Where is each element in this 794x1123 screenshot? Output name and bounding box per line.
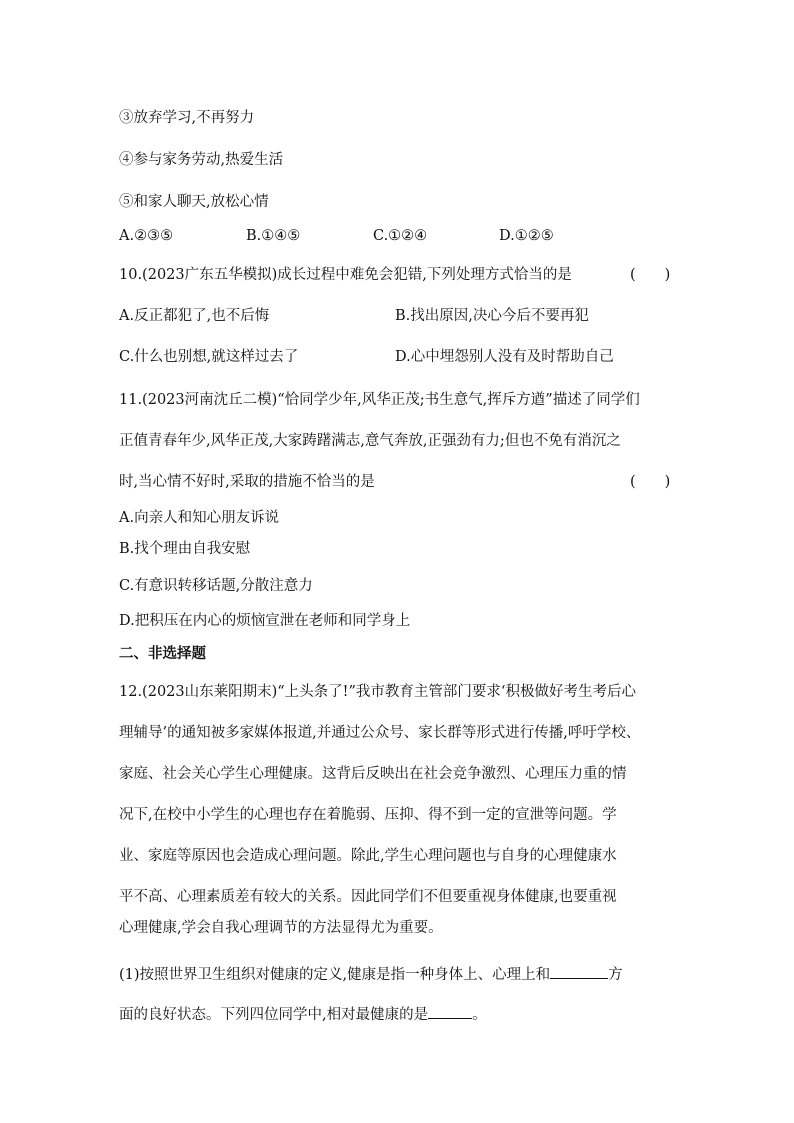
q12-sub1-blank-2[interactable] [428,1002,472,1019]
q12-material-line-1: 12.(2023山东莱阳期末)“上头条了!”我市教育主管部门要求‘积极做好考生考后心 [119,684,637,700]
q11-stem-line-3: 时,当心情不好时,采取的措施不恰当的是 [119,474,375,490]
prev-option-4: ④参与家务劳动,热爱生活 [119,152,284,168]
q9-choice-a: A.②③⑤ [119,228,174,244]
q11-stem-line-1: 11.(2023河南沈丘二模)“恰同学少年,风华正茂;书生意气,挥斥方遒”描述了同学们 [119,392,640,408]
q11-choice-d: D.把积压在内心的烦恼宣泄在老师和同学身上 [119,613,411,629]
section-title: 二、非选择题 [119,646,206,662]
q11-choice-b: B.找个理由自我安慰 [119,541,251,557]
q12-sub1-text-a: (1)按照世界卫生组织对健康的定义,健康是指一种身体上、心理上和 [119,967,551,983]
q9-choice-b: B.①④⑤ [246,228,301,244]
q9-choice-c: C.①②④ [373,228,428,244]
q10-choice-a: A.反正都犯了,也不后悔 [119,308,270,324]
prev-option-3: ③放弃学习,不再努力 [119,110,255,126]
q10-choice-b: B.找出原因,决心今后不要再犯 [395,308,589,324]
q12-material-line-7: 心理健康,学会自我心理调节的方法显得尤为重要。 [119,920,443,936]
prev-option-5: ⑤和家人聊天,放松心情 [119,194,269,210]
q12-material-line-2: 理辅导’的通知被多家媒体报道,并通过公众号、家长群等形式进行传播,呼吁学校、 [119,725,641,741]
q12-sub1-blank-1[interactable] [550,962,608,979]
q12-sub1-line-1 [119,962,623,985]
q10-stem: 10.(2023广东五华模拟)成长过程中难免会犯错,下列处理方式恰当的是 [119,267,572,283]
q11-choice-c: C.有意识转移话题,分散注意力 [119,578,313,594]
q12-sub1-text-d: 。 [472,1007,487,1023]
q12-sub1-text-c: 面的良好状态。下列四位同学中,相对最健康的是 [119,1007,429,1023]
q12-material-line-6: 平不高、心理素质差有较大的关系。因此同学们不但要重视身体健康,也要重视 [119,889,617,905]
q12-sub1-line-2 [119,1002,487,1025]
q10-choice-d: D.心中埋怨别人没有及时帮助自己 [395,349,614,365]
q11-answer-paren: ( ) [630,474,671,490]
q11-stem-line-2: 正值青春年少,风华正茂,大家踌躇满志,意气奔放,正强劲有力;但也不免有消沉之 [119,433,621,449]
q12-material-line-3: 家庭、社会关心学生心理健康。这背后反映出在社会竞争激烈、心理压力重的情 [119,766,627,782]
q12-material-line-4: 况下,在校中小学生的心理也存在着脆弱、压抑、得不到一定的宣泄等问题。学 [119,807,617,823]
q12-material-line-5: 业、家庭等原因也会造成心理问题。除此,学生心理问题也与自身的心理健康水 [119,848,617,864]
q11-choice-a: A.向亲人和知心朋友诉说 [119,510,280,526]
q10-choice-c: C.什么也别想,就这样过去了 [119,349,299,365]
q10-answer-paren: ( ) [630,267,671,283]
q9-choice-d: D.①②⑤ [499,228,554,244]
q12-sub1-text-b: 方 [608,967,623,983]
